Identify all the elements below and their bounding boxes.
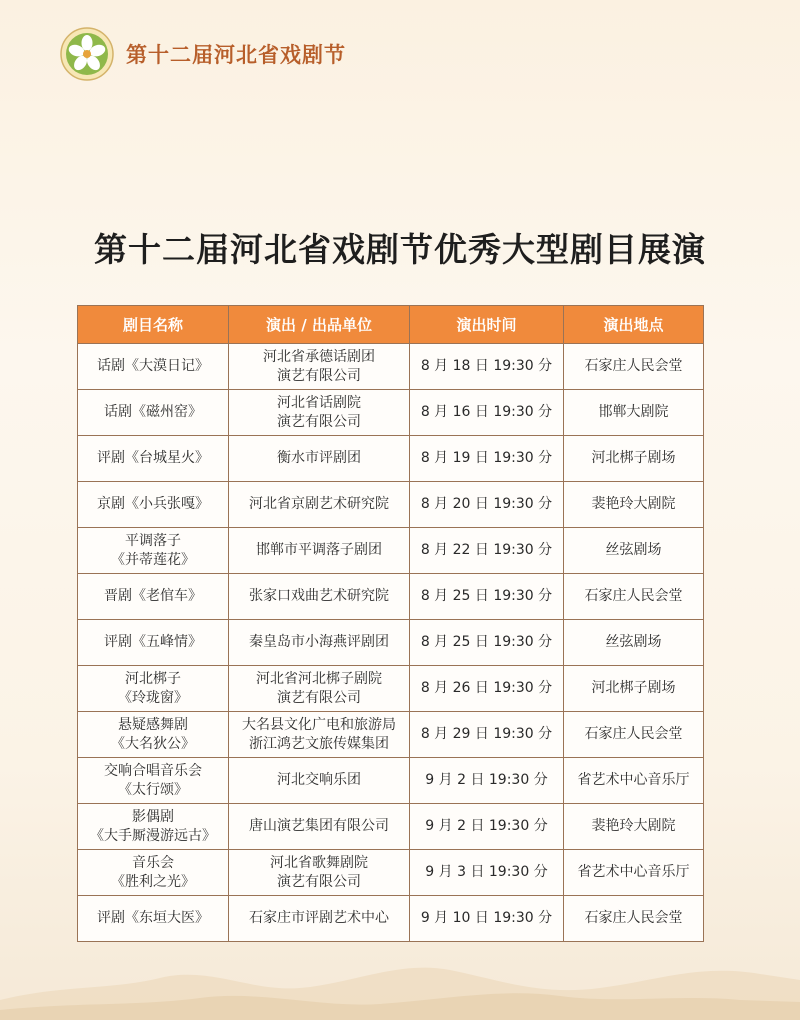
producer-cell: 河北省河北梆子剧院 演艺有限公司 (229, 666, 410, 712)
showtime-cell: 8 月 16 日 19:30 分 (410, 390, 564, 436)
play-title-cell: 评剧《东垣大医》 (78, 896, 229, 942)
play-title-cell: 音乐会 《胜利之光》 (78, 850, 229, 896)
column-header-venue: 演出地点 (564, 306, 704, 344)
venue-cell: 石家庄人民会堂 (564, 344, 704, 390)
play-title-cell: 话剧《大漠日记》 (78, 344, 229, 390)
flower-emblem-icon (60, 27, 114, 81)
producer-cell: 秦皇岛市小海燕评剧团 (229, 620, 410, 666)
play-title-cell: 影偶剧 《大手厮漫游远古》 (78, 804, 229, 850)
venue-cell: 裴艳玲大剧院 (564, 804, 704, 850)
showtime-cell: 9 月 2 日 19:30 分 (410, 804, 564, 850)
play-title-cell: 晋剧《老倌车》 (78, 574, 229, 620)
table-row (78, 850, 704, 896)
showtime-cell: 9 月 2 日 19:30 分 (410, 758, 564, 804)
play-title-cell: 悬疑感舞剧 《大名狄公》 (78, 712, 229, 758)
producer-cell: 河北省承德话剧团 演艺有限公司 (229, 344, 410, 390)
table-row (78, 436, 704, 482)
venue-cell: 邯郸大剧院 (564, 390, 704, 436)
table-row (78, 390, 704, 436)
showtime-cell: 8 月 25 日 19:30 分 (410, 574, 564, 620)
page-title: 第十二届河北省戏剧节优秀大型剧目展演 (94, 230, 706, 269)
table-row (78, 482, 704, 528)
venue-cell: 省艺术中心音乐厅 (564, 850, 704, 896)
showtime-cell: 9 月 10 日 19:30 分 (410, 896, 564, 942)
table-row (78, 804, 704, 850)
column-header-title: 剧目名称 (78, 306, 229, 344)
producer-cell: 河北交响乐团 (229, 758, 410, 804)
venue-cell: 石家庄人民会堂 (564, 896, 704, 942)
play-title-cell: 评剧《台城星火》 (78, 436, 229, 482)
table-row (78, 528, 704, 574)
play-title-cell: 话剧《磁州窑》 (78, 390, 229, 436)
producer-cell: 河北省歌舞剧院 演艺有限公司 (229, 850, 410, 896)
producer-cell: 河北省京剧艺术研究院 (229, 482, 410, 528)
venue-cell: 河北梆子剧场 (564, 666, 704, 712)
venue-cell: 丝弦剧场 (564, 620, 704, 666)
festival-logo (60, 26, 346, 82)
venue-cell: 河北梆子剧场 (564, 436, 704, 482)
producer-cell: 衡水市评剧团 (229, 436, 410, 482)
showtime-cell: 8 月 26 日 19:30 分 (410, 666, 564, 712)
festival-logo-text: 第十二届河北省戏剧节 (126, 42, 346, 67)
producer-cell: 邯郸市平调落子剧团 (229, 528, 410, 574)
producer-cell: 张家口戏曲艺术研究院 (229, 574, 410, 620)
showtime-cell: 9 月 3 日 19:30 分 (410, 850, 564, 896)
table-row (78, 574, 704, 620)
column-header-unit: 演出 / 出品单位 (229, 306, 410, 344)
table-header-row (78, 306, 704, 344)
producer-cell: 河北省话剧院 演艺有限公司 (229, 390, 410, 436)
table-row (78, 620, 704, 666)
showtime-cell: 8 月 29 日 19:30 分 (410, 712, 564, 758)
venue-cell: 省艺术中心音乐厅 (564, 758, 704, 804)
play-title-cell: 评剧《五峰情》 (78, 620, 229, 666)
venue-cell: 石家庄人民会堂 (564, 712, 704, 758)
table-row (78, 712, 704, 758)
column-header-time: 演出时间 (410, 306, 564, 344)
table-row (78, 758, 704, 804)
venue-cell: 丝弦剧场 (564, 528, 704, 574)
venue-cell: 石家庄人民会堂 (564, 574, 704, 620)
producer-cell: 唐山演艺集团有限公司 (229, 804, 410, 850)
showtime-cell: 8 月 22 日 19:30 分 (410, 528, 564, 574)
producer-cell: 石家庄市评剧艺术中心 (229, 896, 410, 942)
table-row (78, 666, 704, 712)
performance-schedule-table (77, 305, 704, 942)
venue-cell: 裴艳玲大剧院 (564, 482, 704, 528)
showtime-cell: 8 月 18 日 19:30 分 (410, 344, 564, 390)
showtime-cell: 8 月 19 日 19:30 分 (410, 436, 564, 482)
mountain-decoration (0, 930, 800, 1020)
table-row (78, 344, 704, 390)
showtime-cell: 8 月 20 日 19:30 分 (410, 482, 564, 528)
showtime-cell: 8 月 25 日 19:30 分 (410, 620, 564, 666)
play-title-cell: 平调落子 《并蒂莲花》 (78, 528, 229, 574)
producer-cell: 大名县文化广电和旅游局 浙江鸿艺文旅传媒集团 (229, 712, 410, 758)
play-title-cell: 河北梆子 《玲珑窗》 (78, 666, 229, 712)
play-title-cell: 京剧《小兵张嘎》 (78, 482, 229, 528)
play-title-cell: 交响合唱音乐会 《太行颂》 (78, 758, 229, 804)
